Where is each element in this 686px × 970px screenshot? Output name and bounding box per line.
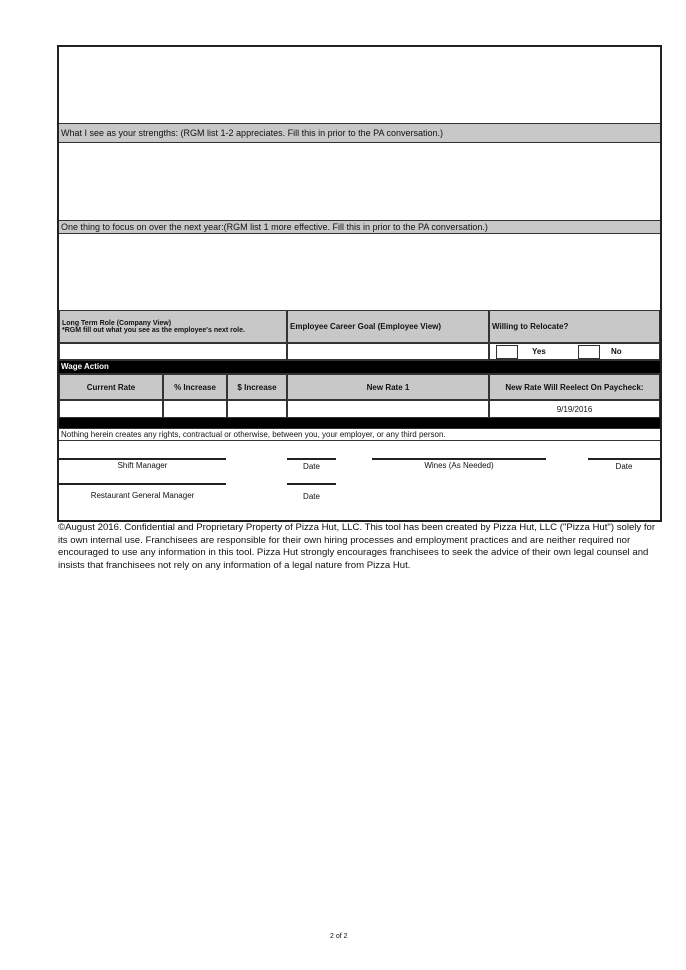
date-label-2: Date (615, 462, 633, 471)
rgm-signature-line[interactable] (59, 483, 226, 485)
long-term-role-header (59, 310, 287, 343)
date-line-2[interactable] (588, 458, 660, 460)
career-goal-header: Employee Career Goal (Employee View) (287, 310, 489, 343)
current-rate-field[interactable] (59, 400, 163, 418)
strengths-field[interactable] (59, 143, 660, 220)
relocate-cell (489, 343, 660, 360)
strengths-label: What I see as your strengths: (RGM list 1-2 appreciates. Fill this in prior to the PA conversation.) (59, 123, 660, 143)
paycheck-date-field[interactable]: 9/19/2016 (489, 400, 660, 418)
no-label: No (611, 347, 622, 356)
paycheck-date-header: New Rate Will Reelect On Paycheck: (489, 374, 660, 400)
legal-notice: ©August 2016. Confidential and Proprietary Property of Pizza Hut, LLC. This tool has been created by Pizza Hut, LLC ("Pizza Hut") solely for its own internal use. Franchisees are responsible for their own hiring processes and employment practices and are neither required nor encouraged to use any information in this tool. Pizza Hut strongly encourages franchisees to seek the advice of their own legal counsel and insists that franchisees not rely on any information of a legal nature from Pizza Hut. (58, 522, 656, 571)
long-term-title: Long Term Role (Company View) (62, 319, 172, 327)
focus-label: One thing to focus on over the next year:(RGM list 1 more effective. Fill this in prior to the PA conversation.) (59, 220, 660, 234)
shift-manager-label: Shift Manager (117, 461, 168, 470)
percent-increase-field[interactable] (163, 400, 227, 418)
witness-label: Wines (As Needed) (424, 461, 494, 470)
review-form (57, 45, 662, 522)
yes-label: Yes (532, 347, 546, 356)
wage-action-title: Wage Action (59, 360, 660, 374)
witness-signature-line[interactable] (372, 458, 546, 460)
page-number: 2 of 2 (330, 933, 348, 940)
new-rate-header: New Rate 1 (287, 374, 489, 400)
career-goal-field[interactable] (287, 343, 489, 360)
date-label-3: Date (303, 492, 320, 501)
long-term-note: *RGM fill out what you see as the employee's next role. (62, 326, 245, 334)
new-rate-field[interactable] (287, 400, 489, 418)
relocate-yes-checkbox[interactable] (496, 345, 518, 359)
dollar-increase-header: $ Increase (227, 374, 287, 400)
long-term-role-field[interactable] (59, 343, 287, 360)
divider-bar (59, 418, 660, 428)
date-line-3[interactable] (287, 483, 336, 485)
relocate-no-checkbox[interactable] (578, 345, 600, 359)
date-label-1: Date (303, 462, 320, 471)
disclaimer: Nothing herein creates any rights, contractual or otherwise, between you, your employer, or any third person. (59, 428, 660, 441)
current-rate-header: Current Rate (59, 374, 163, 400)
date-line-1[interactable] (287, 458, 336, 460)
focus-field[interactable] (59, 234, 660, 310)
shift-manager-signature-line[interactable] (59, 458, 226, 460)
percent-increase-header: % Increase (163, 374, 227, 400)
previous-comments-field[interactable] (59, 47, 660, 123)
relocate-header: Willing to Relocate? (489, 310, 660, 343)
rgm-label: Restaurant General Manager (90, 491, 195, 500)
dollar-increase-field[interactable] (227, 400, 287, 418)
